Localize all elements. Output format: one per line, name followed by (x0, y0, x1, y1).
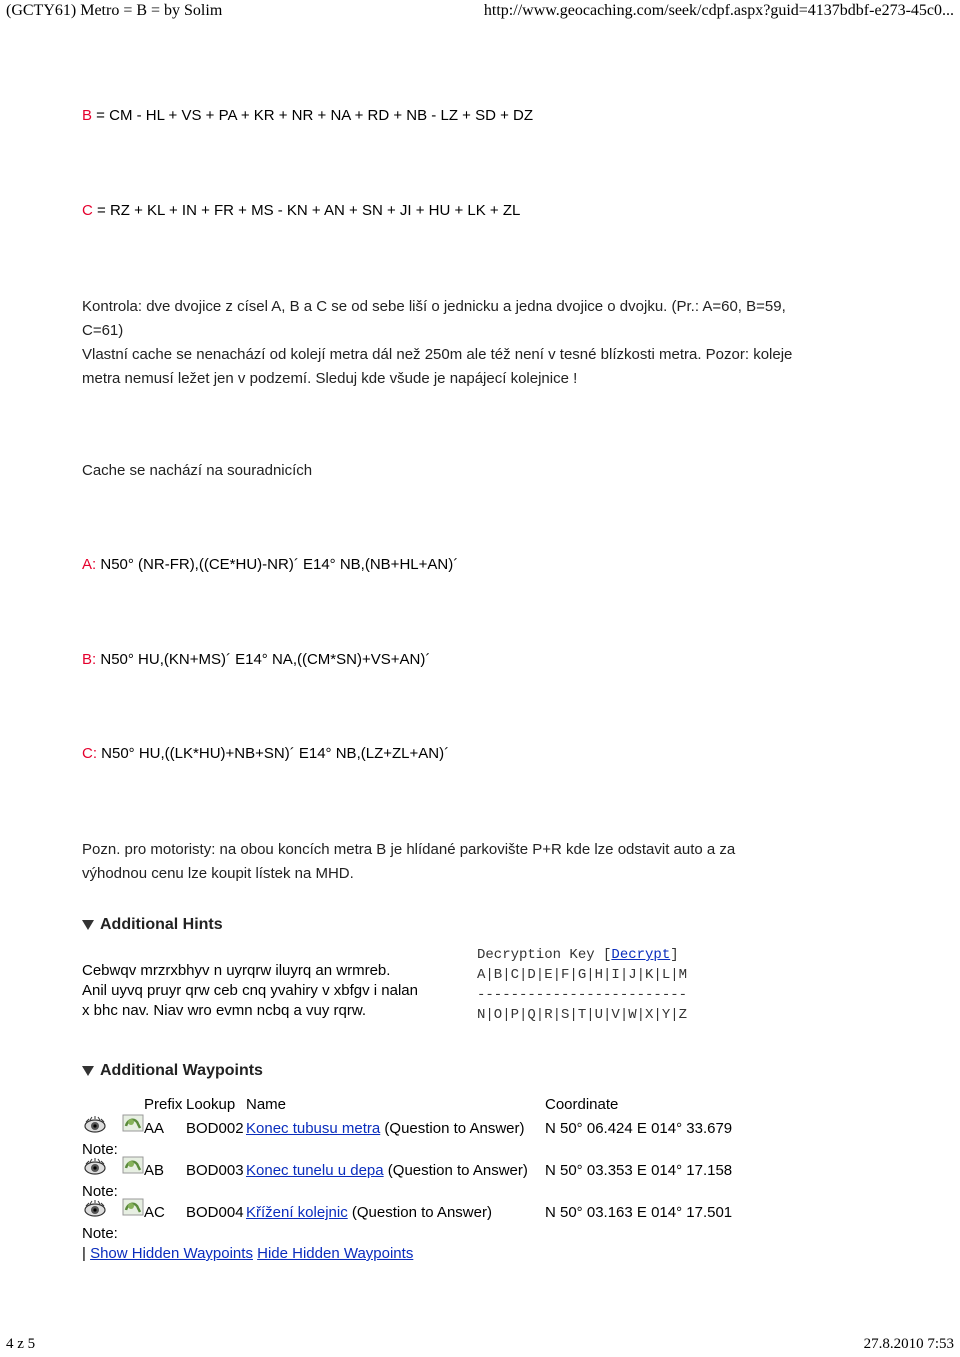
header-name: Name (246, 1096, 287, 1113)
coord-value: N50° HU,((LK*HU)+NB+SN)´ E14° NB,(LZ+ZL+AN)´ (97, 745, 450, 762)
decryption-key (477, 945, 687, 1025)
triangle-down-icon (82, 1066, 94, 1076)
wp-name-link[interactable]: Konec tunelu u depa (246, 1162, 384, 1179)
wp-name-cell (246, 1120, 524, 1137)
wp-type: (Question to Answer) (380, 1120, 525, 1137)
eye-icon (84, 1200, 106, 1218)
hint-line: Cebwqv mrzrxbhyv n uyrqrw iluyrq an wrmreb. (82, 962, 391, 979)
key-top: A|B|C|D|E|F|G|H|I|J|K|L|M (477, 967, 688, 983)
waypoints-title: Additional Waypoints (100, 1062, 263, 1079)
coord-value: N50° (NR-FR),((CE*HU)-NR)´ E14° NB,(NB+HL+AN)´ (96, 556, 459, 573)
equation-b-text: = CM - HL + VS + PA + KR + NR + NA + RD + NB - LZ + SD + DZ (92, 107, 533, 124)
para-line: metra nemusí ležet jen v podzemí. Sleduj kde všude je napájecí kolejnice ! (82, 370, 578, 387)
coord-label: A: (82, 556, 97, 573)
coord-value: N50° HU,(KN+MS)´ E14° NA,((CM*SN)+VS+AN)´ (96, 651, 431, 668)
decrypt-header (477, 945, 687, 965)
wp-prefix: AB (144, 1162, 165, 1179)
equation-b (82, 107, 533, 124)
triangle-down-icon (82, 920, 94, 930)
hints-title: Additional Hints (100, 916, 223, 933)
wp-name-link[interactable]: Konec tubusu metra (246, 1120, 381, 1137)
eye-icon (84, 1158, 106, 1176)
coord-a (82, 556, 458, 573)
wp-lookup: BOD003 (186, 1162, 244, 1179)
para-line: Pozn. pro motoristy: na obou koncích metra B je hlídané parkovište P+R kde lze odstavit auto a za (82, 841, 736, 858)
wp-coordinate: N 50° 03.163 E 014° 17.501 (545, 1204, 733, 1221)
key-bottom: N|O|P|Q|R|S|T|U|V|W|X|Y|Z (477, 1007, 688, 1023)
hidden-waypoints-links (82, 1245, 413, 1262)
para-line: Kontrola: dve dvojice z císel A, B a C se od sebe liší o jednicku a jedna dvojice o dvojku. (Pr.: A=60, B=59, (82, 298, 786, 315)
hint-text (82, 961, 452, 1021)
wp-coordinate: N 50° 06.424 E 014° 33.679 (545, 1120, 733, 1137)
wp-lookup: BOD002 (186, 1120, 244, 1137)
waypoints-toggle[interactable] (82, 1062, 263, 1080)
coord-b (82, 651, 430, 668)
wp-type: (Question to Answer) (383, 1162, 528, 1179)
para-line: C=61) (82, 322, 124, 339)
table-row (82, 1204, 782, 1226)
header-lookup: Lookup (186, 1096, 236, 1113)
wp-prefix: AC (144, 1204, 165, 1221)
wp-note: Note: (82, 1141, 118, 1158)
show-hidden-waypoints-link[interactable]: Show Hidden Waypoints (90, 1245, 253, 1262)
decrypt-link[interactable]: Decrypt (611, 947, 671, 963)
coords-intro: Cache se nachází na souradnicích (82, 462, 313, 479)
page-url: http://www.geocaching.com/seek/cdpf.aspx?guid=4137bdbf-e273-45c0... (483, 2, 954, 19)
page-title: (GCTY61) Metro = B = by Solim (6, 2, 223, 19)
table-row (82, 1120, 782, 1142)
print-datetime: 27.8.2010 7:53 (863, 1336, 954, 1352)
wp-note: Note: (82, 1183, 118, 1200)
equation-c (82, 202, 520, 219)
header-prefix: Prefix (144, 1096, 183, 1113)
wp-lookup: BOD004 (186, 1204, 244, 1221)
table-row (82, 1162, 782, 1184)
waypoint-question-icon (122, 1114, 144, 1132)
hint-line: Anil uyvq pruyr qrw ceb cnq yvahiry v xbfgv i nalan (82, 982, 418, 999)
equation-c-label: C (82, 202, 93, 219)
waypoint-question-icon (122, 1198, 144, 1216)
waypoint-question-icon (122, 1156, 144, 1174)
equation-b-label: B (82, 107, 93, 124)
hide-hidden-waypoints-link[interactable]: Hide Hidden Waypoints (257, 1245, 414, 1262)
wp-name-cell (246, 1162, 528, 1179)
coord-label: C: (82, 745, 97, 762)
decrypt-close: ] (670, 947, 679, 963)
decrypt-label: Decryption Key [ (477, 947, 612, 963)
note-motorists (82, 838, 872, 886)
eye-icon (84, 1116, 106, 1134)
page-number: 4 z 5 (6, 1336, 36, 1352)
wp-type: (Question to Answer) (347, 1204, 492, 1221)
links-separator: | (82, 1245, 91, 1262)
para-line: výhodnou cenu lze koupit lístek na MHD. (82, 865, 354, 882)
wp-name-cell (246, 1204, 492, 1221)
wp-coordinate: N 50° 03.353 E 014° 17.158 (545, 1162, 733, 1179)
header-coordinate: Coordinate (545, 1096, 619, 1113)
equation-c-text: = RZ + KL + IN + FR + MS - KN + AN + SN + JI + HU + LK + ZL (92, 202, 521, 219)
paragraph-check (82, 295, 872, 391)
wp-name-link[interactable]: Křížení kolejnic (246, 1204, 348, 1221)
para-line: Vlastní cache se nenachází od kolejí metra dál než 250m ale též není v tesné blízkosti metra. Pozor: koleje (82, 346, 793, 363)
key-separator: ------------------------- (477, 987, 688, 1003)
coord-label: B: (82, 651, 97, 668)
wp-note: Note: (82, 1225, 118, 1242)
hint-line: x bhc nav. Niav wro evmn ncbq a vuy rqrw. (82, 1002, 367, 1019)
wp-prefix: AA (144, 1120, 165, 1137)
coord-c (82, 745, 449, 762)
print-header (0, 0, 960, 22)
hints-toggle[interactable] (82, 916, 223, 934)
print-footer (0, 1335, 960, 1357)
